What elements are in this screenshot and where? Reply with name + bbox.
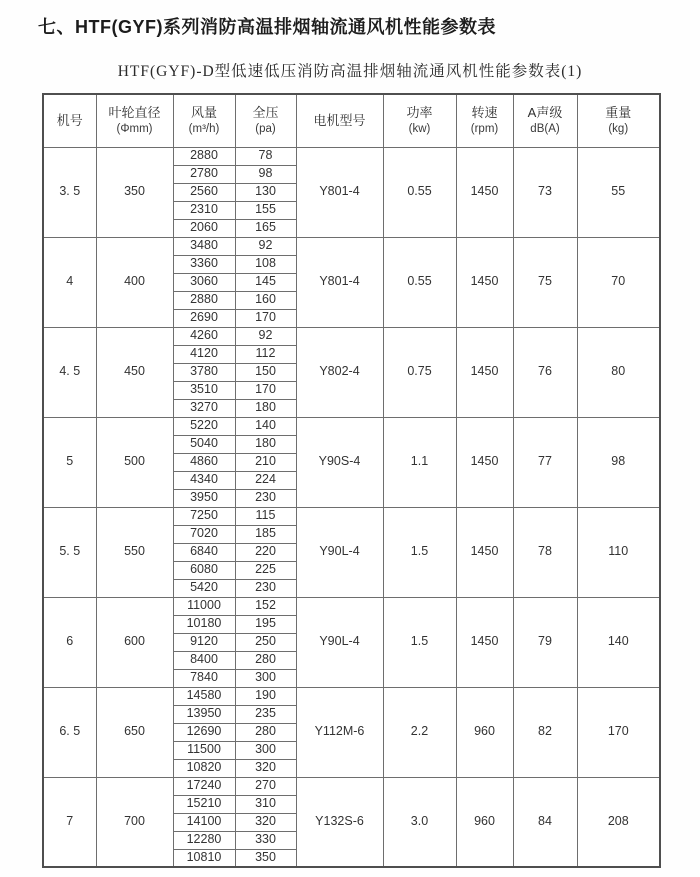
cell-impeller-diameter: 600 [96, 597, 173, 687]
table-row [43, 237, 660, 255]
cell-pressure: 160 [235, 291, 296, 309]
cell-pressure: 130 [235, 183, 296, 201]
cell-speed: 1450 [456, 597, 513, 687]
cell-pressure: 225 [235, 561, 296, 579]
cell-weight: 80 [577, 327, 660, 417]
cell-model-no: 5 [43, 417, 96, 507]
cell-model-no: 3. 5 [43, 147, 96, 237]
cell-power: 1.5 [383, 507, 456, 597]
cell-power: 0.75 [383, 327, 456, 417]
cell-airflow: 3360 [173, 255, 235, 273]
column-header-pressure [235, 94, 296, 147]
header-label: 功率 [406, 105, 433, 121]
header-label: 风量 [190, 105, 217, 121]
cell-pressure: 180 [235, 399, 296, 417]
cell-airflow: 2690 [173, 309, 235, 327]
cell-power: 2.2 [383, 687, 456, 777]
cell-pressure: 180 [235, 435, 296, 453]
cell-motor-model: Y801-4 [296, 237, 383, 327]
cell-impeller-diameter: 650 [96, 687, 173, 777]
cell-speed: 960 [456, 687, 513, 777]
cell-airflow: 3060 [173, 273, 235, 291]
cell-airflow: 7840 [173, 669, 235, 687]
cell-noise-level: 76 [513, 327, 577, 417]
cell-airflow: 3510 [173, 381, 235, 399]
cell-airflow: 5040 [173, 435, 235, 453]
cell-airflow: 4120 [173, 345, 235, 363]
cell-pressure: 310 [235, 795, 296, 813]
cell-pressure: 98 [235, 165, 296, 183]
cell-airflow: 5220 [173, 417, 235, 435]
cell-power: 0.55 [383, 237, 456, 327]
cell-airflow: 2560 [173, 183, 235, 201]
header-label: 重量 [605, 105, 632, 121]
cell-power: 1.1 [383, 417, 456, 507]
cell-airflow: 3480 [173, 237, 235, 255]
cell-pressure: 170 [235, 381, 296, 399]
cell-motor-model: Y132S-6 [296, 777, 383, 867]
cell-airflow: 4860 [173, 453, 235, 471]
cell-airflow: 3270 [173, 399, 235, 417]
cell-pressure: 235 [235, 705, 296, 723]
cell-airflow: 7250 [173, 507, 235, 525]
header-row [43, 94, 660, 147]
page-title: 七、HTF(GYF)系列消防高温排烟轴流通风机性能参数表 [38, 17, 496, 37]
cell-pressure: 92 [235, 237, 296, 255]
cell-pressure: 230 [235, 579, 296, 597]
cell-airflow: 14100 [173, 813, 235, 831]
column-header-weight [577, 94, 660, 147]
cell-weight: 98 [577, 417, 660, 507]
cell-weight: 110 [577, 507, 660, 597]
cell-airflow: 12690 [173, 723, 235, 741]
cell-speed: 1450 [456, 417, 513, 507]
cell-motor-model: Y801-4 [296, 147, 383, 237]
cell-pressure: 190 [235, 687, 296, 705]
column-header-motor-model [296, 94, 383, 147]
cell-pressure: 350 [235, 849, 296, 867]
cell-noise-level: 78 [513, 507, 577, 597]
cell-airflow: 4260 [173, 327, 235, 345]
cell-pressure: 78 [235, 147, 296, 165]
cell-pressure: 320 [235, 813, 296, 831]
cell-pressure: 195 [235, 615, 296, 633]
cell-weight: 140 [577, 597, 660, 687]
cell-pressure: 320 [235, 759, 296, 777]
cell-airflow: 2880 [173, 291, 235, 309]
cell-pressure: 145 [235, 273, 296, 291]
cell-pressure: 210 [235, 453, 296, 471]
table-row [43, 597, 660, 615]
cell-motor-model: Y90L-4 [296, 597, 383, 687]
header-unit: (kw) [408, 122, 431, 135]
header-unit: (rpm) [470, 122, 499, 135]
cell-pressure: 185 [235, 525, 296, 543]
cell-pressure: 140 [235, 417, 296, 435]
cell-pressure: 170 [235, 309, 296, 327]
cell-noise-level: 79 [513, 597, 577, 687]
cell-weight: 55 [577, 147, 660, 237]
cell-power: 0.55 [383, 147, 456, 237]
cell-airflow: 4340 [173, 471, 235, 489]
column-header-impeller-diameter [96, 94, 173, 147]
cell-pressure: 150 [235, 363, 296, 381]
cell-pressure: 270 [235, 777, 296, 795]
cell-noise-level: 84 [513, 777, 577, 867]
table-row [43, 147, 660, 165]
cell-power: 1.5 [383, 597, 456, 687]
cell-airflow: 10810 [173, 849, 235, 867]
cell-airflow: 12280 [173, 831, 235, 849]
cell-impeller-diameter: 700 [96, 777, 173, 867]
cell-airflow: 13950 [173, 705, 235, 723]
table-row [43, 327, 660, 345]
cell-impeller-diameter: 500 [96, 417, 173, 507]
header-unit: (m³/h) [188, 122, 220, 135]
cell-pressure: 155 [235, 201, 296, 219]
cell-airflow: 6080 [173, 561, 235, 579]
header-unit: (pa) [255, 122, 276, 135]
cell-airflow: 10820 [173, 759, 235, 777]
header-unit: (Φmm) [116, 122, 153, 135]
cell-pressure: 300 [235, 669, 296, 687]
cell-airflow: 17240 [173, 777, 235, 795]
cell-airflow: 15210 [173, 795, 235, 813]
cell-airflow: 11000 [173, 597, 235, 615]
cell-speed: 1450 [456, 507, 513, 597]
cell-motor-model: Y802-4 [296, 327, 383, 417]
cell-airflow: 6840 [173, 543, 235, 561]
cell-pressure: 165 [235, 219, 296, 237]
header-label: 转速 [471, 105, 498, 121]
cell-motor-model: Y90S-4 [296, 417, 383, 507]
cell-pressure: 115 [235, 507, 296, 525]
cell-airflow: 2880 [173, 147, 235, 165]
cell-noise-level: 75 [513, 237, 577, 327]
header-unit: dB(A) [530, 122, 560, 135]
cell-model-no: 7 [43, 777, 96, 867]
cell-pressure: 300 [235, 741, 296, 759]
cell-pressure: 152 [235, 597, 296, 615]
cell-weight: 208 [577, 777, 660, 867]
cell-speed: 960 [456, 777, 513, 867]
header-unit: (kg) [608, 122, 629, 135]
cell-pressure: 220 [235, 543, 296, 561]
cell-airflow: 3950 [173, 489, 235, 507]
cell-model-no: 6 [43, 597, 96, 687]
cell-impeller-diameter: 400 [96, 237, 173, 327]
cell-pressure: 112 [235, 345, 296, 363]
cell-impeller-diameter: 350 [96, 147, 173, 237]
cell-model-no: 6. 5 [43, 687, 96, 777]
header-label: 电机型号 [313, 112, 366, 128]
cell-pressure: 92 [235, 327, 296, 345]
cell-airflow: 2780 [173, 165, 235, 183]
header-label: 叶轮直径 [108, 105, 161, 121]
cell-airflow: 5420 [173, 579, 235, 597]
cell-speed: 1450 [456, 237, 513, 327]
header-label: 全压 [252, 105, 279, 121]
column-header-model-no [43, 94, 96, 147]
cell-model-no: 4 [43, 237, 96, 327]
cell-noise-level: 82 [513, 687, 577, 777]
column-header-noise-level [513, 94, 577, 147]
cell-pressure: 230 [235, 489, 296, 507]
cell-impeller-diameter: 450 [96, 327, 173, 417]
cell-pressure: 108 [235, 255, 296, 273]
column-header-power [383, 94, 456, 147]
cell-pressure: 224 [235, 471, 296, 489]
cell-airflow: 2310 [173, 201, 235, 219]
header-label: A声级 [527, 105, 563, 121]
cell-model-no: 5. 5 [43, 507, 96, 597]
column-header-speed [456, 94, 513, 147]
cell-airflow: 7020 [173, 525, 235, 543]
table-body [43, 147, 660, 867]
cell-impeller-diameter: 550 [96, 507, 173, 597]
cell-pressure: 280 [235, 723, 296, 741]
cell-airflow: 2060 [173, 219, 235, 237]
cell-airflow: 10180 [173, 615, 235, 633]
cell-weight: 70 [577, 237, 660, 327]
table-row [43, 507, 660, 525]
table-caption: HTF(GYF)-D型低速低压消防高温排烟轴流通风机性能参数表(1) [117, 63, 583, 80]
performance-table [42, 93, 661, 868]
cell-airflow: 9120 [173, 633, 235, 651]
column-header-airflow [173, 94, 235, 147]
cell-pressure: 330 [235, 831, 296, 849]
header-label: 机号 [56, 112, 83, 128]
cell-airflow: 8400 [173, 651, 235, 669]
table-row [43, 687, 660, 705]
cell-speed: 1450 [456, 147, 513, 237]
cell-airflow: 3780 [173, 363, 235, 381]
cell-pressure: 250 [235, 633, 296, 651]
table-row [43, 417, 660, 435]
cell-speed: 1450 [456, 327, 513, 417]
cell-motor-model: Y90L-4 [296, 507, 383, 597]
cell-airflow: 11500 [173, 741, 235, 759]
cell-model-no: 4. 5 [43, 327, 96, 417]
cell-pressure: 280 [235, 651, 296, 669]
cell-noise-level: 77 [513, 417, 577, 507]
cell-airflow: 14580 [173, 687, 235, 705]
cell-motor-model: Y112M-6 [296, 687, 383, 777]
cell-power: 3.0 [383, 777, 456, 867]
table-row [43, 777, 660, 795]
cell-noise-level: 73 [513, 147, 577, 237]
cell-weight: 170 [577, 687, 660, 777]
